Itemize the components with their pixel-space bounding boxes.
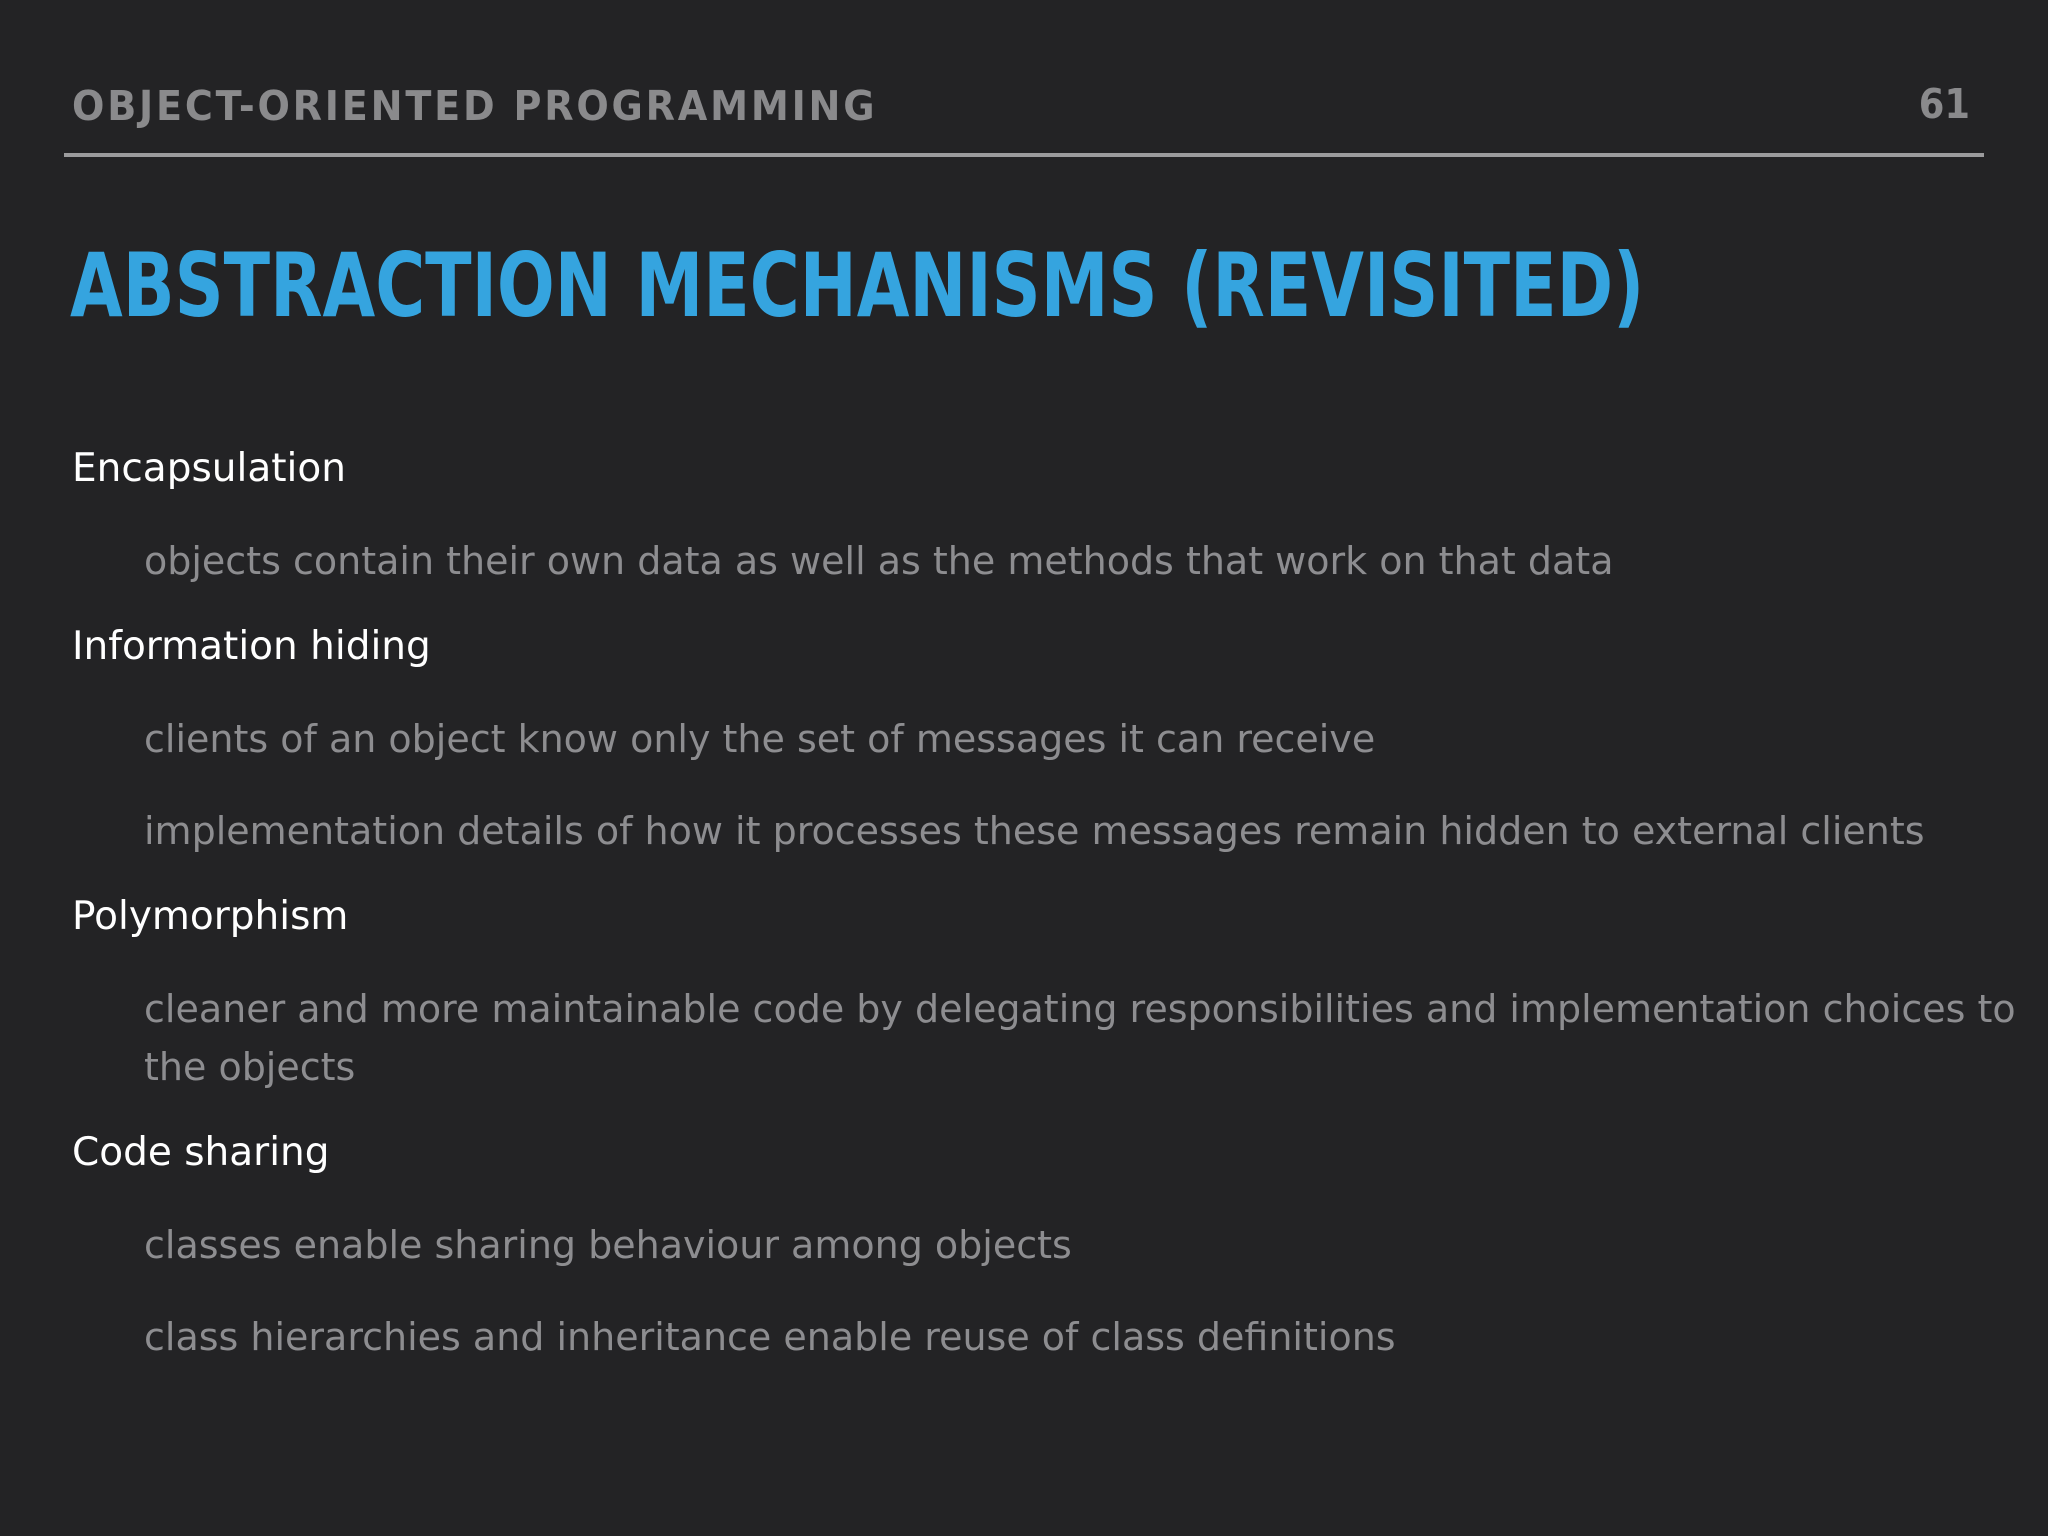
slide-content <box>72 440 2016 1366</box>
topic-label: Information hiding <box>72 624 431 669</box>
topic-detail: objects contain their own data as well as the methods that work on that data <box>144 539 1614 583</box>
topic-detail: clients of an object know only the set of messages it can receive <box>144 717 1376 761</box>
slide-title: ABSTRACTION MECHANISMS (REVISITED) <box>70 234 1645 337</box>
section-title: OBJECT-ORIENTED PROGRAMMING <box>72 82 878 130</box>
topic-encapsulation <box>72 440 1992 590</box>
header-divider <box>64 153 1984 157</box>
topic-information-hiding <box>72 618 1992 860</box>
topic-label: Code sharing <box>72 1130 330 1175</box>
topic-detail: cleaner and more maintainable code by delegating responsibilities and implementation choices to the objects <box>144 987 2016 1089</box>
topic-code-sharing <box>72 1124 1992 1366</box>
topic-detail: class hierarchies and inheritance enable reuse of class definitions <box>144 1315 1396 1359</box>
topic-detail: classes enable sharing behaviour among objects <box>144 1223 1072 1267</box>
topic-polymorphism <box>72 888 2016 1096</box>
page-number: 61 <box>1918 80 1970 128</box>
topic-label: Polymorphism <box>72 894 349 939</box>
topic-label: Encapsulation <box>72 446 346 491</box>
topic-detail: implementation details of how it processes these messages remain hidden to external clients <box>144 809 1925 853</box>
